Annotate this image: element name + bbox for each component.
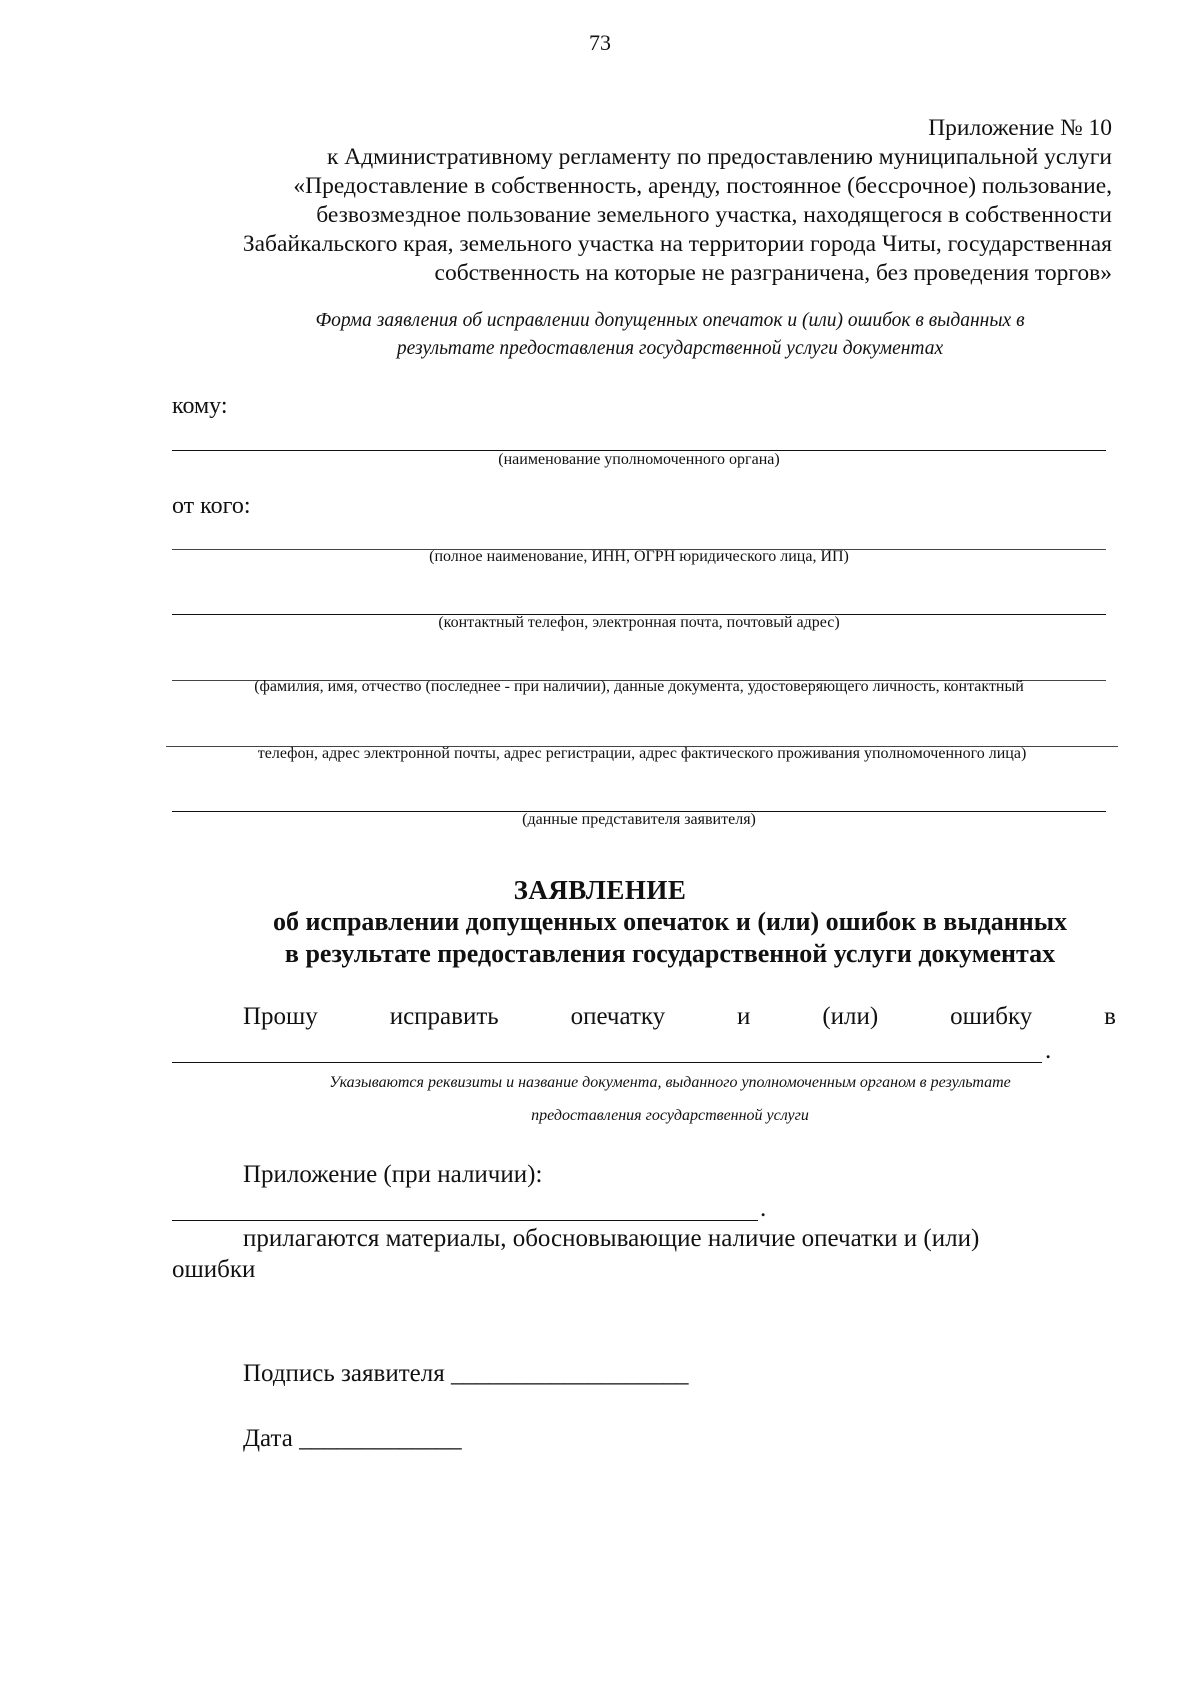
signature-field[interactable]: ___________________ bbox=[450, 1360, 689, 1387]
request-word: опечатку bbox=[570, 1003, 666, 1030]
from-person-caption-1: (фамилия, имя, отчество (последнее - при наличии), данные документа, удостоверяющего личность, контактный bbox=[254, 678, 1024, 695]
form-title-line-2: результате предоставления государственной услуги документах bbox=[396, 338, 944, 359]
to-caption: (наименование уполномоченного органа) bbox=[498, 451, 780, 468]
form-title bbox=[170, 307, 1170, 363]
page-number: 73 bbox=[589, 30, 611, 55]
to-label: кому: bbox=[172, 393, 228, 419]
document-details-period: . bbox=[1045, 1037, 1052, 1064]
appendix-service-line-4: собственность на которые не разграничена, без проведения торгов» bbox=[434, 260, 1112, 286]
representative-caption: (данные представителя заявителя) bbox=[522, 811, 756, 828]
attachment-period: . bbox=[760, 1195, 767, 1222]
appendix-service-line-1: «Предоставление в собственность, аренду, постоянное (бессрочное) пользование, bbox=[293, 173, 1112, 199]
from-person-caption-2: телефон, адрес электронной почты, адрес регистрации, адрес фактического проживания уполномоченного лица) bbox=[257, 745, 1027, 762]
appendix-header bbox=[112, 114, 1112, 288]
appendix-service-line-2: безвозмездное пользование земельного участка, находящегося в собственности bbox=[316, 202, 1112, 228]
signature-label: Подпись заявителя bbox=[243, 1360, 445, 1387]
date-field[interactable]: _____________ bbox=[299, 1425, 462, 1452]
request-word: исправить bbox=[389, 1003, 499, 1030]
attachment-field-line[interactable] bbox=[172, 1220, 758, 1221]
appendix-service-line-3: Забайкальского края, земельного участка на территории города Читы, государственная bbox=[242, 231, 1112, 257]
form-title-line-1: Форма заявления об исправлении допущенных опечаток и (или) ошибок в выданных в bbox=[315, 310, 1025, 331]
statement-title: ЗАЯВЛЕНИЕ bbox=[513, 875, 687, 905]
from-label: от кого: bbox=[172, 493, 251, 519]
attachment-text-line-2: ошибки bbox=[172, 1256, 256, 1283]
request-word: ошибку bbox=[950, 1003, 1033, 1030]
from-contacts-caption: (контактный телефон, электронная почта, почтовый адрес) bbox=[438, 614, 840, 631]
date-row bbox=[243, 1425, 462, 1453]
request-word: (или) bbox=[822, 1003, 879, 1030]
statement-subtitle bbox=[200, 906, 1140, 970]
appendix-number: Приложение № 10 bbox=[928, 115, 1112, 141]
appendix-regulation: к Административному регламенту по предоставлению муниципальной услуги bbox=[326, 144, 1112, 170]
request-word: и bbox=[737, 1003, 751, 1030]
document-details-field-line[interactable] bbox=[172, 1062, 1042, 1063]
request-word: в bbox=[1104, 1003, 1116, 1030]
document-details-caption-2: предоставления государственной услуги bbox=[531, 1107, 809, 1124]
from-legal-caption: (полное наименование, ИНН, ОГРН юридического лица, ИП) bbox=[429, 548, 849, 565]
signature-row bbox=[243, 1360, 688, 1388]
statement-subtitle-line-1: об исправлении допущенных опечаток и (или) ошибок в выданных bbox=[272, 907, 1068, 936]
attachment-label: Приложение (при наличии): bbox=[243, 1161, 543, 1188]
request-sentence bbox=[243, 1003, 1116, 1031]
request-word: Прошу bbox=[243, 1003, 318, 1030]
date-label: Дата bbox=[243, 1425, 293, 1452]
statement-subtitle-line-2: в результате предоставления государственной услуги документах bbox=[284, 939, 1056, 968]
document-details-caption-1: Указываются реквизиты и название документа, выданного уполномоченным органом в результате bbox=[329, 1074, 1011, 1091]
attachment-text-line-1: прилагаются материалы, обосновывающие наличие опечатки и (или) bbox=[243, 1225, 980, 1252]
